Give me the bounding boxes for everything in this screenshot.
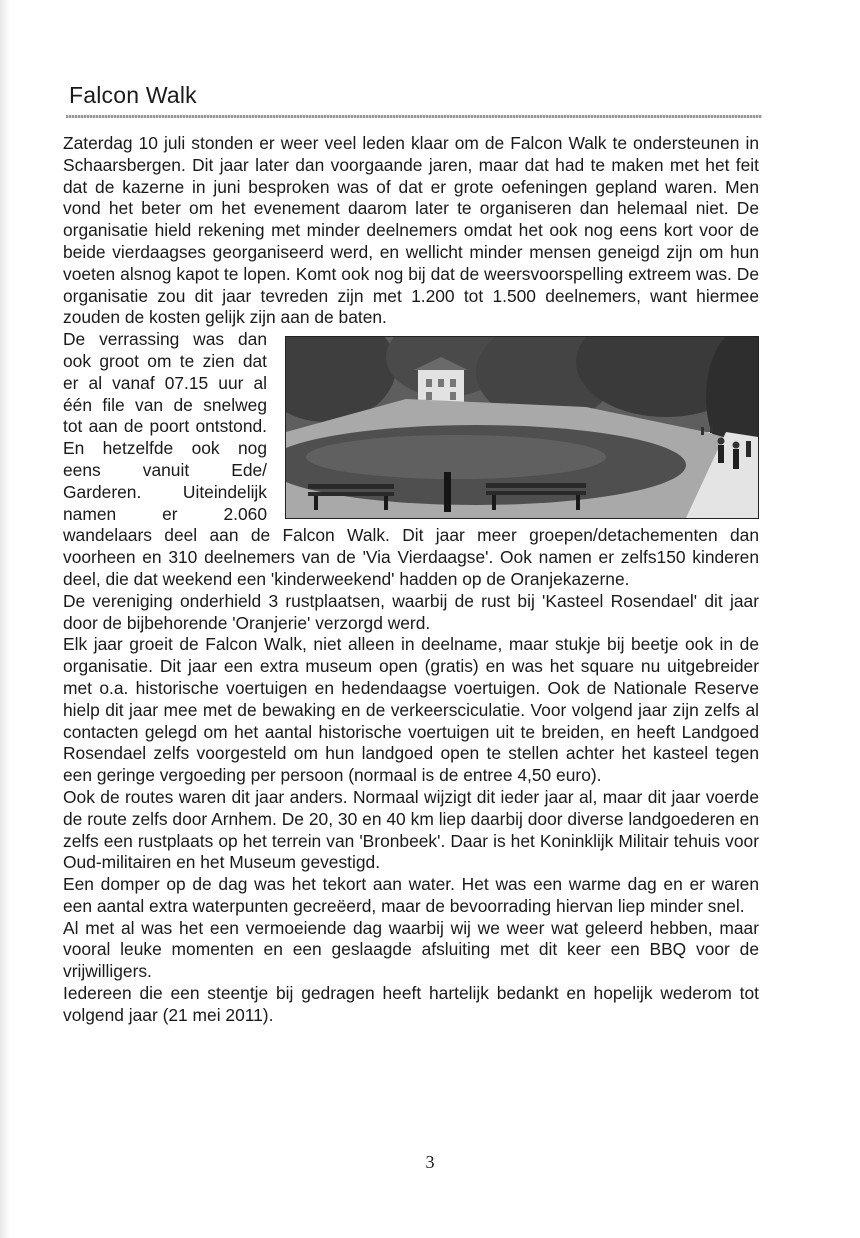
paragraph-surprise: De verrassing was dan ook groot om te zien dat er al vanaf 07.15 uur al één file van de snelweg tot aan de poort ontstond. En hetzelfde ook nog eens vanuit Ede/ Garderen. Uiteindelijk namen er 2.060 wandelaars deel aan de Falcon Walk. Dit jaar meer groepen/detachementen dan voorheen en 310 deelnemers van de 'Via Vierdaagse'. Ook namen er zelfs150 kinderen deel, die dat weekend een 'kinderweekend' hadden op de Oranjekazerne. bbox=[63, 329, 759, 589]
paragraph-routes: Ook de routes waren dit jaar anders. Normaal wijzigt dit ieder jaar al, maar dit jaar voerde de route zelfs door Arnhem. De 20, 30 en 40 km liep daarbij door diverse landgoederen en zelfs een rustplaats op het terrein van 'Bronbeek'. Daar is het Koninklijk Militair tehuis voor Oud-militairen en het Museum gevestigd. bbox=[63, 786, 759, 873]
article-header bbox=[66, 82, 762, 118]
page-edge-shadow bbox=[0, 0, 10, 1238]
paragraph-growth: Elk jaar groeit de Falcon Walk, niet alleen in deelname, maar stukje bij beetje ook in de organisatie. Dit jaar een extra museum open (gratis) en was het square nu uitgebreider met o.a. historische voertuigen en hedendaagse voertuigen. Ook de Nationale Reserve hielp dit jaar mee met de bewaking en de verkeersciculatie. Voor volgend jaar zijn zelfs al contacten gelegd om het aantal historische voertuigen uit te breiden, en heeft Landgoed Rosendael zelfs voorgesteld om hun landgoed open te stellen achter het kasteel tegen een geringe vergoeding per persoon (normaal is de entree 4,50 euro). bbox=[63, 634, 759, 786]
paragraph-rest-stops: De vereniging onderhield 3 rustplaatsen, waarbij de rust bij 'Kasteel Rosendael' dit jaar door de bijbehorende 'Oranjerie' verzorgd werd. bbox=[63, 590, 759, 633]
lake-photo bbox=[285, 336, 759, 519]
paragraph-water: Een domper op de dag was het tekort aan water. Het was een warme dag en er waren een aantal extra waterpunten gecreëerd, maar de bevoorrading hiervan liep minder snel. bbox=[63, 874, 759, 916]
article-title: Falcon Walk bbox=[69, 82, 197, 108]
page-number: 3 bbox=[425, 1152, 435, 1172]
paragraph-summary: Al met al was het een vermoeiende dag waarbij wij we weer wat geleerd hebben, maar vooral leuke momenten en een geslaagde afsluiting met dit keer een BBQ voor de vrijwilligers. bbox=[63, 917, 759, 982]
paragraph-intro: Zaterdag 10 juli stonden er weer veel leden klaar om de Falcon Walk te ondersteunen in Schaarsbergen. Dit jaar later dan voorgaande jaren, maar dat had te maken met het feit dat de kazerne in juni besproken was of dat er grote oefeningen gepland waren. Men vond het beter om het evenement daarom later te organiseren dan helemaal niet. De organisatie hield rekening met minder deelnemers omdat het ook nog eens kort voor de beide vierdaagses georganiseerd werd, en wellicht minder mensen geneigd zijn om hun voeten alsnog kapot te lopen. Komt ook nog bij dat de weersvoorspelling extreem was. De organisatie zou dit jaar tevreden zijn met 1.200 tot 1.500 deelnemers, want hiermee zouden de kosten gelijk zijn aan de baten. bbox=[63, 133, 759, 328]
title-divider bbox=[66, 115, 762, 118]
article-body bbox=[63, 133, 759, 1027]
paragraph-thanks: Iedereen die een steentje bij gedragen heeft hartelijk bedankt en hopelijk wederom tot volgend jaar (21 mei 2011). bbox=[63, 983, 759, 1025]
